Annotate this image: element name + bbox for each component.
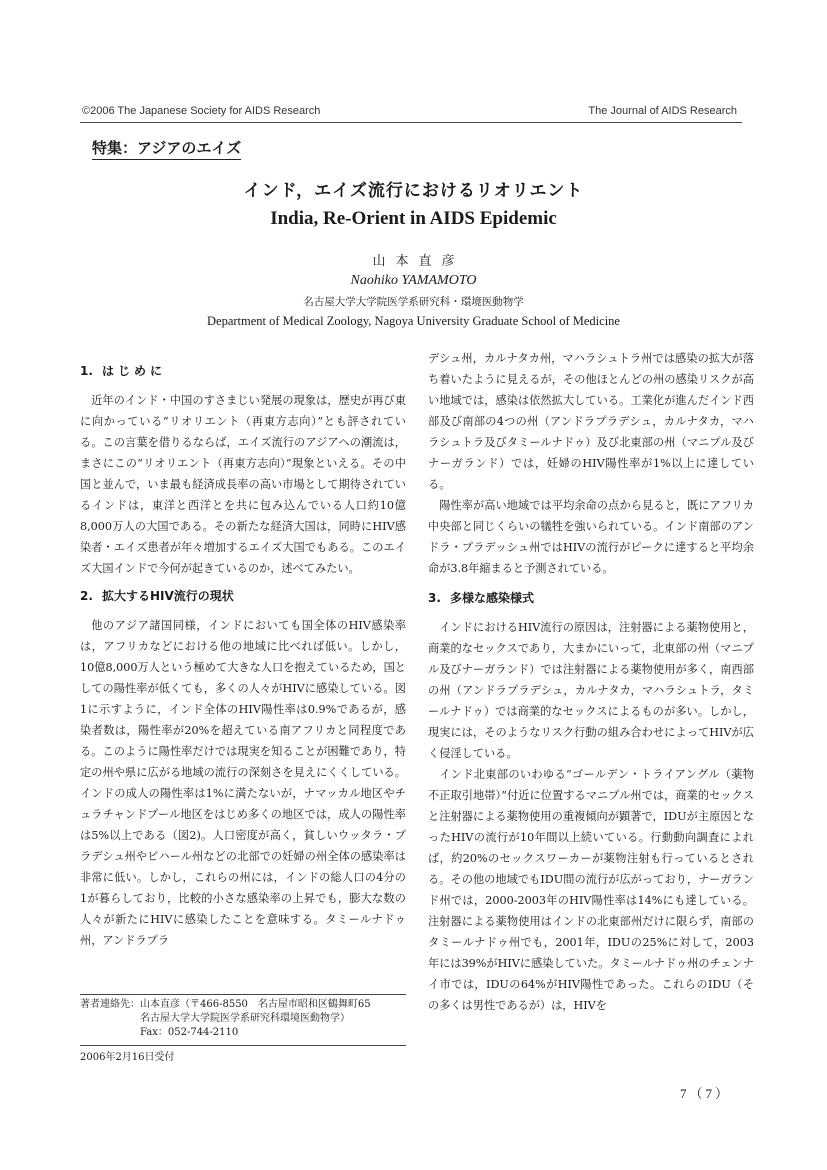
title-english: India, Re-Orient in AIDS Epidemic xyxy=(270,208,557,229)
journal-copyright: ©2006 The Japanese Society for AIDS Research xyxy=(82,105,321,117)
section-3-paragraph-1: インドにおけるHIV流行の原因は，注射器による薬物使用と，商業的なセックスであり，大まかにいって，北東部の州（マニプル及びナーガランド）では注射器による薬物使用が多く，南西部の州（アンドラプラデシュ，カルナタカ，マハラシュトラ，タミールナドゥ）では商業的なセックスによるものが多い。しかし，現実には，そのようなリスク行動の組み合わせによってHIVが広く侵淫している。 xyxy=(428,621,754,760)
section-2-paragraph-2: 陽性率が高い地域では平均余命の点から見ると，既にアフリカ中央部と同じくらいの犠牲を強いられている。インド南部のアンドラ・プラデッシュ州ではHIVの流行がピークに達すると平均余命が3.8年縮まると予測されている。 xyxy=(428,499,754,575)
received-date: 2006年2月16日受付 xyxy=(80,1052,175,1063)
section-heading-2 xyxy=(80,583,406,615)
section-1-paragraph: 近年のインド・中国のすさまじい発展の現象は，歴史が再び東に向かっている“リオリエント（再東方志向）”とも評されている。この言葉を借りるならば，エイズ流行のアジアへの潮流は，まさにこの“リオリエント（再東方志向）”現象といえる。その中国と並んで，いま最も経済成長率の高い市場として期待されているインドは，東洋と西洋とを共に包み込んでいる人口約10億8,000万人の大国である。その新たな経済大国は，同時にHIV感染者・エイズ患者が年々増加するエイズ大国でもある。このエイズ大国インドで今何が起きているのか，述べてみたい。 xyxy=(80,394,406,575)
section-title: 多様な感染様式 xyxy=(450,591,535,605)
section-heading-1 xyxy=(80,358,406,390)
section-2-paragraph-1: 他のアジア諸国同様，インドにおいても国全体のHIV感染率は，アフリカなどにおける他の地域に比べれば低い。しかし，10億8,000万人という極めて大きな人口を抱えているため，国としての陽性率が低くても，多くの人々がHIVに感染している。図1に示すように，インド全体のHIV陽性率は0.9%であるが，感染者数は，陽性率が20%を超えている南アフリカと同程度である。このように陽性率だけでは現実を知ることが困難であり，特定の州や県に広がる地域の流行の深刻さを見えにくくしている。インドの成人の陽性率は1%に満たないが，ナマッカル地区やチュラチャンドプール地区をはじめ多くの地区では，成人の陽性率は5%以上である（図2)。人口密度が高く，貧しいウッタラ・プラデシュ州やビハール州などの北部での妊婦の州全体の感染率は非常に低い。しかし，これらの州には，インドの総人口の4分の1が暮らしており，比較的小さな感染率の上昇でも，膨大な数の人々が新たにHIVに感染したことを意味する。タミールナドゥ州，アンドラプラ xyxy=(80,619,406,947)
header-rule xyxy=(80,122,742,123)
footnote-label: 著者連絡先： xyxy=(80,999,140,1010)
page-number: 7（7） xyxy=(680,1086,732,1101)
footnote-line: 山本直彦（〒466-8550 名古屋市昭和区鶴舞町65 xyxy=(140,999,371,1010)
section-number: 2. xyxy=(80,589,93,603)
section-3-paragraph-2: インド北東部のいわゆる“ゴールデン・トライアングル（薬物不正取引地帯）”付近に位置するマニプル州では，商業的セックスと注射器による薬物使用の重複傾向が顕著で，IDUが主原因となったHIVの流行が10年間以上続いている。行動動向調査によれば，約20%のセックスワーカーが薬物注射も行っているとされる。その他の地域でもIDU間の流行が広がっており，ナーガランド州では，2000-2003年のHIV陽性率は14%にも達している。注射器による薬物使用はインドの北東部州だけに限らず，南部のタミールナドゥ州でも，2001年，IDUの25%に対して，2003年には39%がHIVに感染していた。タミールナドゥ州のチェンナイ市では，IDUの64%がHIV陽性であった。これらのIDU（その多くは男性であるが）は，HIVを xyxy=(428,768,754,1012)
footnote-divider xyxy=(80,1045,406,1046)
affiliation-japanese: 名古屋大学大学院医学系研究科・環境医動物学 xyxy=(303,296,524,308)
section-title: 拡大するHIV流行の現状 xyxy=(102,589,234,603)
section-number: 3. xyxy=(428,591,441,605)
right-column xyxy=(428,348,754,1016)
author-contact-footnote xyxy=(80,998,410,1040)
section-heading-3 xyxy=(428,585,754,617)
journal-name: The Journal of AIDS Research xyxy=(588,105,737,117)
special-issue-label: 特集：アジアのエイズ xyxy=(92,137,241,160)
section-title: はじめに xyxy=(102,364,167,378)
footnote-line: 名古屋大学大学院医学系研究科環境医動物学） xyxy=(140,1013,350,1024)
section-number: 1. xyxy=(80,364,93,378)
section-2-paragraph-1-continued: デシュ州，カルナタカ州，マハラシュトラ州では感染の拡大が落ち着いたように見えるが，その他ほとんどの州の感染リスクが高い地域では，感染は依然拡大している。工業化が進んだインド西部及び南部の4つの州（アンドラプラデシュ，カルナタカ，マハラシュトラ及びタミールナドゥ）及び北東部の州（マニプル及びナーガランド）では，妊婦のHIV陽性率が1%以上に達している。 xyxy=(428,352,754,491)
footnote-rule xyxy=(80,994,406,995)
left-column xyxy=(80,358,406,951)
footnote-line: Fax：052-744-2110 xyxy=(140,1027,239,1038)
affiliation-english: Department of Medical Zoology, Nagoya University Graduate School of Medicine xyxy=(207,314,620,328)
title-japanese: インド，エイズ流行におけるリオリエント xyxy=(243,181,584,201)
author-english: Naohiko YAMAMOTO xyxy=(350,273,477,288)
author-japanese: 山本直彦 xyxy=(372,254,465,269)
